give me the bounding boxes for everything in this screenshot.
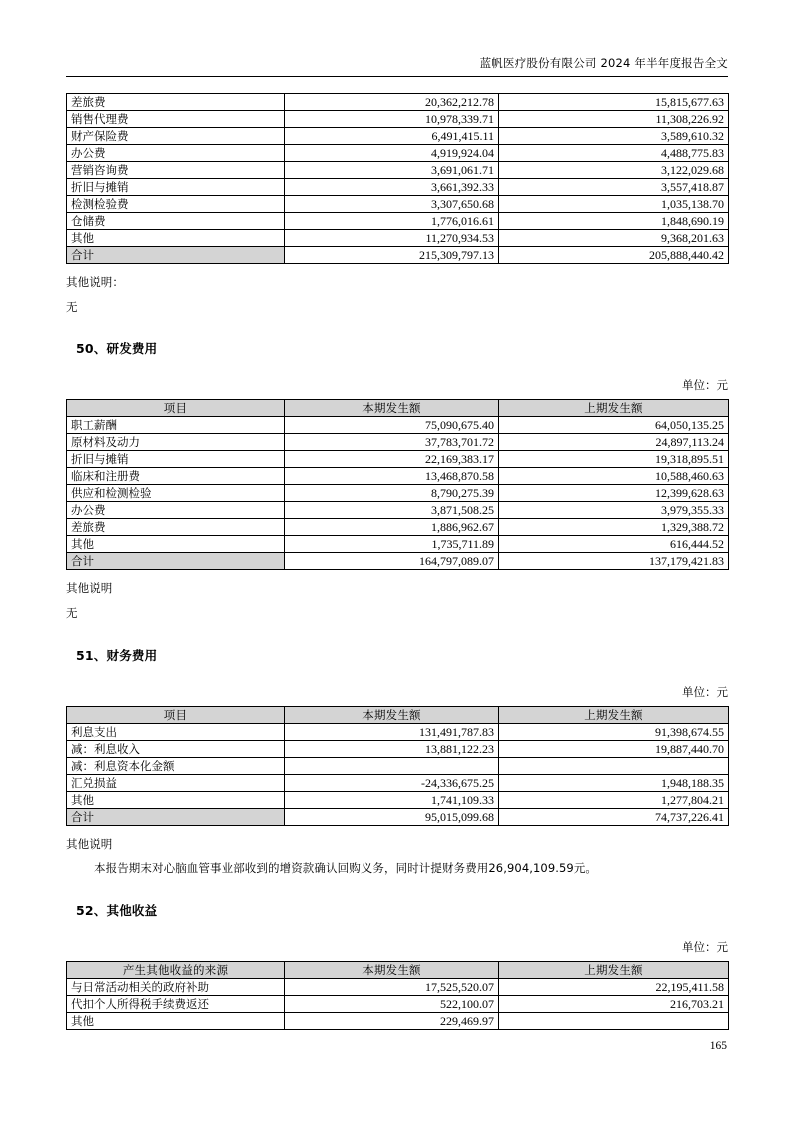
row-current-value: 522,100.07 [285, 996, 499, 1013]
unit-label-50: 单位：元 [682, 378, 728, 393]
column-header-current: 本期发生额 [285, 706, 499, 723]
table-row [67, 774, 729, 791]
row-prior-value: 3,979,355.33 [499, 502, 729, 519]
selling-expense-table [66, 93, 729, 264]
row-prior-value: 15,815,677.63 [499, 94, 729, 111]
row-current-value: 1,886,962.67 [285, 519, 499, 536]
table-row [67, 468, 729, 485]
other-income-table [66, 961, 729, 1030]
table-row [67, 791, 729, 808]
table-header-row [67, 400, 729, 417]
row-label: 汇兑损益 [67, 774, 285, 791]
row-label: 折旧与摊销 [67, 179, 285, 196]
row-label: 代扣个人所得税手续费返还 [67, 996, 285, 1013]
table-row [67, 979, 729, 996]
row-label: 差旅费 [67, 94, 285, 111]
row-current-value: 3,307,650.68 [285, 196, 499, 213]
total-current-value: 215,309,797.13 [285, 247, 499, 264]
table-row [67, 1013, 729, 1030]
row-prior-value [499, 1013, 729, 1030]
table-header-row [67, 962, 729, 979]
table-row [67, 213, 729, 230]
total-prior-value: 137,179,421.83 [499, 553, 729, 570]
row-current-value: 13,881,122.23 [285, 740, 499, 757]
table-row [67, 723, 729, 740]
section-51-note-title: 其他说明 [66, 836, 113, 851]
row-prior-value: 3,589,610.32 [499, 128, 729, 145]
total-current-value: 164,797,089.07 [285, 553, 499, 570]
row-label: 折旧与摊销 [67, 451, 285, 468]
row-prior-value: 91,398,674.55 [499, 723, 729, 740]
row-prior-value: 64,050,135.25 [499, 417, 729, 434]
row-current-value: 8,790,275.39 [285, 485, 499, 502]
table-row [67, 128, 729, 145]
row-current-value: 3,661,392.33 [285, 179, 499, 196]
table-row [67, 536, 729, 553]
row-current-value: 131,491,787.83 [285, 723, 499, 740]
column-header-current: 本期发生额 [285, 962, 499, 979]
row-label: 减：利息资本化金额 [67, 757, 285, 774]
section-heading-51: 51、财务费用 [76, 647, 158, 663]
row-prior-value: 24,897,113.24 [499, 434, 729, 451]
section-heading-50: 50、研发费用 [76, 341, 158, 357]
row-prior-value: 19,318,895.51 [499, 451, 729, 468]
row-prior-value: 4,488,775.83 [499, 145, 729, 162]
row-current-value: 6,491,415.11 [285, 128, 499, 145]
table-row [67, 196, 729, 213]
row-current-value: 10,978,339.71 [285, 111, 499, 128]
row-current-value: 20,362,212.78 [285, 94, 499, 111]
row-current-value: 1,735,711.89 [285, 536, 499, 553]
row-prior-value: 3,122,029.68 [499, 162, 729, 179]
row-prior-value: 1,329,388.72 [499, 519, 729, 536]
row-current-value: 1,776,016.61 [285, 213, 499, 230]
section-51-note-body: 本报告期末对心脑血管事业部收到的增资款确认回购义务，同时计提财务费用26,904,109.59元。 [94, 861, 598, 876]
total-current-value: 95,015,099.68 [285, 808, 499, 825]
row-label: 其他 [67, 1013, 285, 1030]
total-prior-value: 205,888,440.42 [499, 247, 729, 264]
table-row [67, 417, 729, 434]
row-label: 营销咨询费 [67, 162, 285, 179]
row-prior-value: 11,308,226.92 [499, 111, 729, 128]
row-prior-value [499, 757, 729, 774]
unit-label-52: 单位：元 [682, 940, 728, 955]
row-prior-value: 1,948,188.35 [499, 774, 729, 791]
row-prior-value: 216,703.21 [499, 996, 729, 1013]
row-label: 其他 [67, 230, 285, 247]
row-prior-value: 19,887,440.70 [499, 740, 729, 757]
total-label: 合计 [67, 808, 285, 825]
row-current-value: 13,468,870.58 [285, 468, 499, 485]
column-header-prior: 上期发生额 [499, 400, 729, 417]
row-label: 差旅费 [67, 519, 285, 536]
row-current-value: 1,741,109.33 [285, 791, 499, 808]
table-total-row [67, 808, 729, 825]
rd-expense-table [66, 399, 729, 570]
row-label: 供应和检测检验 [67, 485, 285, 502]
row-current-value: 3,871,508.25 [285, 502, 499, 519]
running-header [66, 0, 728, 71]
row-label: 与日常活动相关的政府补助 [67, 979, 285, 996]
row-current-value: 37,783,701.72 [285, 434, 499, 451]
table-row [67, 451, 729, 468]
row-current-value [285, 757, 499, 774]
column-header-item: 项目 [67, 400, 285, 417]
row-current-value: 3,691,061.71 [285, 162, 499, 179]
row-label: 职工薪酬 [67, 417, 285, 434]
row-prior-value: 10,588,460.63 [499, 468, 729, 485]
table-row [67, 757, 729, 774]
row-label: 其他 [67, 791, 285, 808]
row-label: 财产保险费 [67, 128, 285, 145]
row-prior-value: 1,848,690.19 [499, 213, 729, 230]
section-50-note-title: 其他说明 [66, 581, 113, 596]
section-50-note-body: 无 [66, 606, 78, 621]
table-row [67, 502, 729, 519]
row-current-value: 75,090,675.40 [285, 417, 499, 434]
table-total-row [67, 247, 729, 264]
row-prior-value: 1,035,138.70 [499, 196, 729, 213]
other-note-title: 其他说明： [66, 275, 124, 290]
row-current-value: 229,469.97 [285, 1013, 499, 1030]
row-prior-value: 9,368,201.63 [499, 230, 729, 247]
section-heading-52: 52、其他收益 [76, 903, 158, 919]
total-prior-value: 74,737,226.41 [499, 808, 729, 825]
row-prior-value: 22,195,411.58 [499, 979, 729, 996]
table-row [67, 740, 729, 757]
table-row [67, 434, 729, 451]
row-label: 其他 [67, 536, 285, 553]
row-current-value: 22,169,383.17 [285, 451, 499, 468]
row-current-value: 4,919,924.04 [285, 145, 499, 162]
row-prior-value: 12,399,628.63 [499, 485, 729, 502]
table-row [67, 111, 729, 128]
table-row [67, 230, 729, 247]
row-label: 仓储费 [67, 213, 285, 230]
table-row [67, 94, 729, 111]
row-label: 临床和注册费 [67, 468, 285, 485]
row-prior-value: 3,557,418.87 [499, 179, 729, 196]
table-row [67, 162, 729, 179]
page-number: 165 [709, 1040, 727, 1052]
row-prior-value: 616,444.52 [499, 536, 729, 553]
table-row [67, 996, 729, 1013]
row-current-value: -24,336,675.25 [285, 774, 499, 791]
running-header-title: 蓝帆医疗股份有限公司 2024 年半年度报告全文 [479, 56, 728, 70]
row-label: 销售代理费 [67, 111, 285, 128]
column-header-current: 本期发生额 [285, 400, 499, 417]
financial-expense-table [66, 706, 729, 826]
row-label: 检测检验费 [67, 196, 285, 213]
column-header-source: 产生其他收益的来源 [67, 962, 285, 979]
row-label: 原材料及动力 [67, 434, 285, 451]
table-row [67, 485, 729, 502]
column-header-item: 项目 [67, 706, 285, 723]
column-header-prior: 上期发生额 [499, 962, 729, 979]
row-prior-value: 1,277,804.21 [499, 791, 729, 808]
table-row [67, 519, 729, 536]
table-row [67, 179, 729, 196]
total-label: 合计 [67, 553, 285, 570]
row-label: 办公费 [67, 145, 285, 162]
row-label: 减：利息收入 [67, 740, 285, 757]
row-current-value: 11,270,934.53 [285, 230, 499, 247]
row-current-value: 17,525,520.07 [285, 979, 499, 996]
table-row [67, 145, 729, 162]
other-note-body: 无 [66, 299, 78, 314]
page-content [66, 0, 728, 1030]
row-label: 利息支出 [67, 723, 285, 740]
column-header-prior: 上期发生额 [499, 706, 729, 723]
total-label: 合计 [67, 247, 285, 264]
table-total-row [67, 553, 729, 570]
table-header-row [67, 706, 729, 723]
unit-label-51: 单位：元 [682, 684, 728, 699]
row-label: 办公费 [67, 502, 285, 519]
